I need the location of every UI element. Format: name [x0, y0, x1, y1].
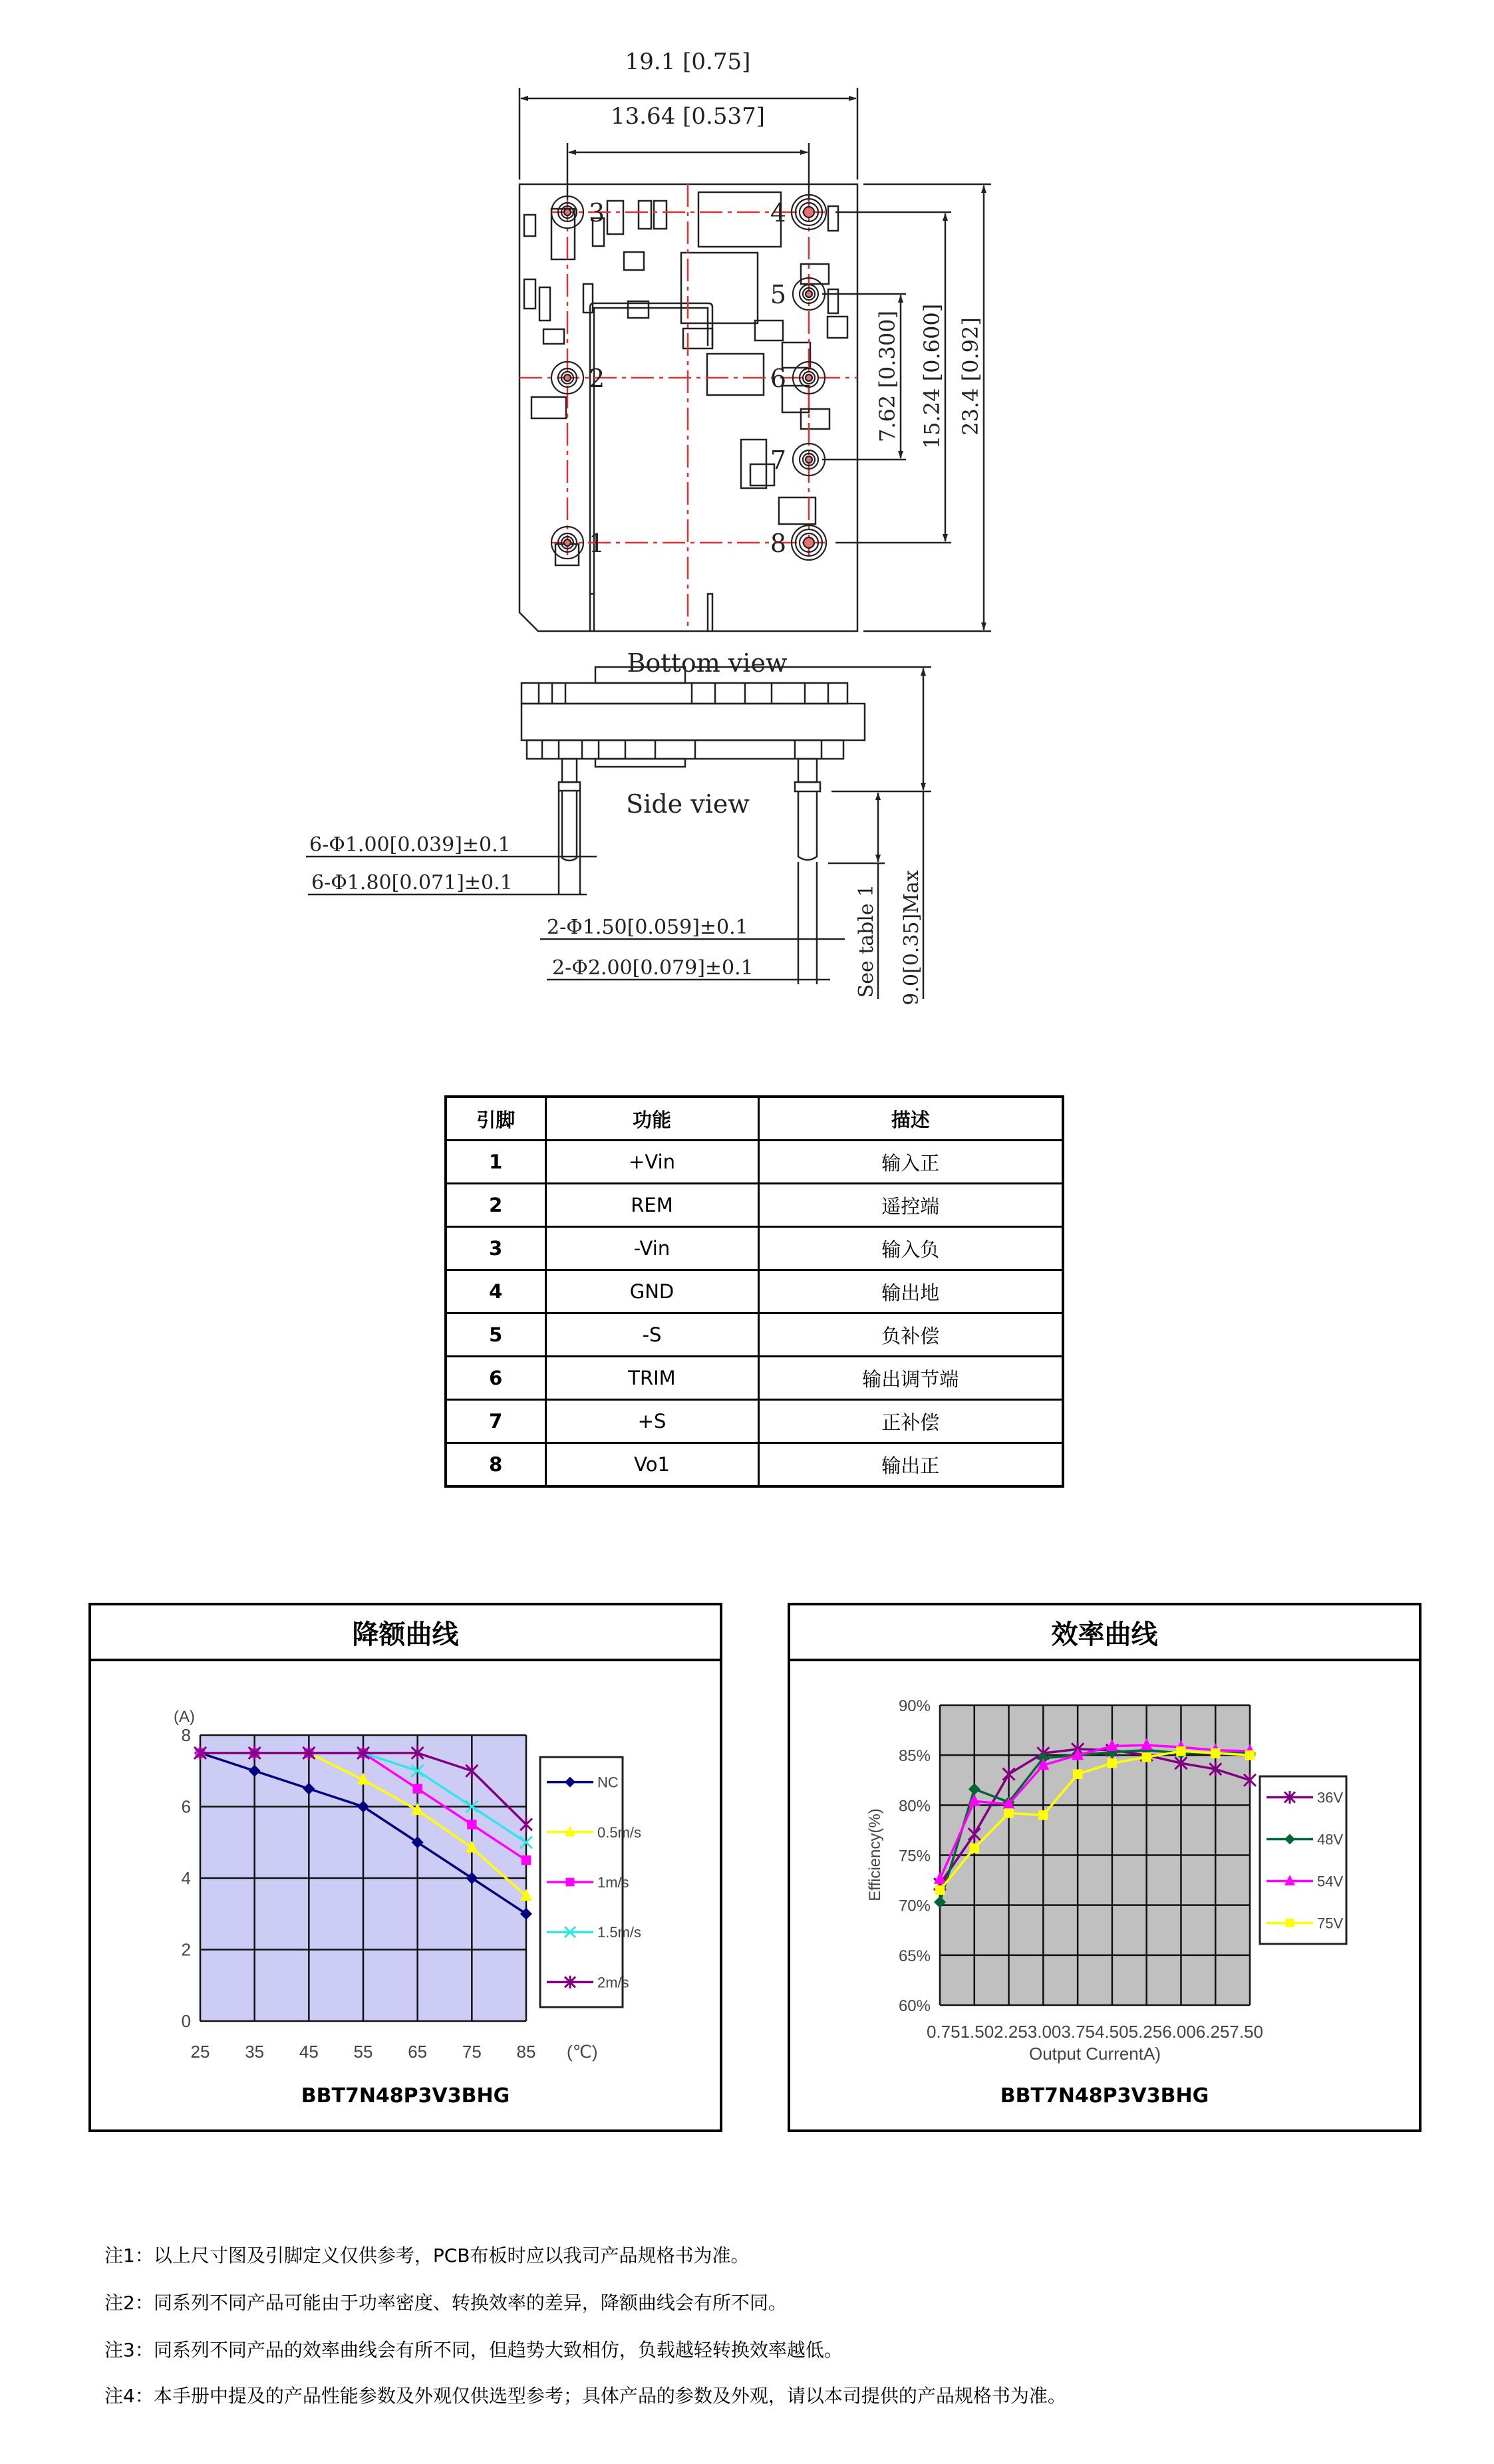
- centerlines: [520, 184, 857, 631]
- data-point: [467, 1820, 476, 1829]
- data-point: [970, 1844, 979, 1853]
- dim-pin-large-label: 2-Φ1.50[0.059]±0.1: [547, 916, 748, 939]
- pin-large-shoulder: [795, 782, 820, 791]
- derating-panel: [88, 1603, 722, 2132]
- component: [801, 264, 829, 284]
- component: [782, 342, 810, 368]
- description-cell: 输出地: [758, 1270, 1063, 1313]
- table-row: [446, 1227, 1063, 1270]
- component: [681, 253, 758, 323]
- header-description: 描述: [758, 1097, 1063, 1141]
- pcb-body: [522, 704, 865, 740]
- pin-small-lower: [562, 791, 577, 861]
- y-tick-label: 90%: [898, 1697, 931, 1715]
- x-tick-label: 25: [190, 2042, 210, 2062]
- component: [624, 252, 644, 270]
- function-cell: +Vin: [545, 1141, 758, 1184]
- pin-number: 1: [589, 529, 605, 558]
- header-function: 功能: [545, 1097, 758, 1141]
- table-row: [446, 1443, 1063, 1487]
- data-point: [1073, 1770, 1082, 1779]
- x-tick-label: 45: [299, 2042, 319, 2062]
- component: [639, 201, 651, 229]
- description-cell: 输出调节端: [758, 1357, 1063, 1400]
- component: [539, 287, 550, 321]
- x-tick-label: 85: [516, 2042, 536, 2062]
- description-cell: 输入正: [758, 1141, 1063, 1184]
- pin-number: 6: [770, 364, 786, 393]
- table-row: [446, 1184, 1063, 1227]
- bottom-view: [520, 49, 991, 678]
- dim-width-label: 19.1 [0.75]: [625, 49, 751, 75]
- table-row: [446, 1270, 1063, 1313]
- legend-label: 1m/s: [597, 1874, 629, 1891]
- component: [707, 354, 764, 395]
- derating-title: 降额曲线: [91, 1605, 720, 1661]
- function-cell: TRIM: [545, 1357, 758, 1400]
- pin-cell: 3: [446, 1227, 545, 1270]
- data-point: [1108, 1758, 1117, 1768]
- data-point: [412, 1784, 422, 1793]
- y-tick-label: 80%: [898, 1797, 931, 1816]
- data-point: [1038, 1810, 1048, 1820]
- component: [828, 206, 838, 231]
- data-point: [1211, 1748, 1220, 1758]
- pin-number: 8: [770, 529, 786, 558]
- pin-cell: 7: [446, 1400, 545, 1443]
- dim-shoulder-small-label: 6-Φ1.80[0.071]±0.1: [311, 871, 513, 894]
- top-components-band: [522, 683, 847, 704]
- x-tick-labels: 0.751.502.253.003.754.505.256.006.257.50: [926, 2022, 1264, 2042]
- y-tick-label: 60%: [898, 1997, 931, 2015]
- y-tick-label: 4: [181, 1868, 191, 1888]
- pin-5: [770, 278, 825, 310]
- component: [654, 201, 667, 229]
- pin-number: 2: [589, 364, 605, 393]
- efficiency-panel: [788, 1603, 1421, 2132]
- component: [583, 284, 593, 313]
- y-axis-title: Efficiency(%): [866, 1808, 884, 1901]
- y-tick-label: 6: [181, 1796, 191, 1817]
- y-tick-label: 2: [181, 1939, 191, 1960]
- pin-function-table: [444, 1095, 1064, 1488]
- legend: [1260, 1776, 1346, 1944]
- data-point: [935, 1885, 945, 1895]
- pin-ring: [804, 207, 814, 217]
- pin-ring: [564, 209, 571, 215]
- component: [779, 497, 816, 524]
- dim-height-label: 23.4 [0.92]: [958, 317, 983, 436]
- note-1: 注1：以上尺寸图及引脚定义仅供参考，PCB布板时应以我司产品规格书为准。: [104, 2245, 750, 2266]
- pin-number: 7: [770, 446, 786, 475]
- legend-label: 48V: [1317, 1831, 1344, 1848]
- function-cell: -S: [545, 1313, 758, 1357]
- legend: [540, 1757, 641, 2007]
- derating-chart: [91, 1605, 720, 2129]
- bottom-component: [595, 759, 685, 767]
- dim-1524-label: 15.24 [0.600]: [919, 303, 945, 450]
- dim-pin-small-label: 6-Φ1.00[0.039]±0.1: [309, 833, 511, 857]
- x-tick-label: 55: [353, 2042, 373, 2062]
- x-tick-label: 75: [462, 2042, 482, 2062]
- efficiency-title: 效率曲线: [790, 1605, 1419, 1661]
- pin-ring: [804, 537, 814, 548]
- pin-cell: 1: [446, 1141, 545, 1184]
- legend-label: 2m/s: [597, 1974, 629, 1991]
- pin-ring: [806, 456, 812, 463]
- y-tick-label: 75%: [898, 1847, 931, 1865]
- component: [828, 289, 838, 313]
- side-view-caption: Side view: [626, 789, 750, 819]
- table-row: [446, 1357, 1063, 1400]
- pin-cell: 4: [446, 1270, 545, 1313]
- legend-label: 75V: [1317, 1915, 1344, 1932]
- efficiency-model: BBT7N48P3V3BHG: [1000, 2084, 1209, 2108]
- x-axis-unit: (℃): [567, 2042, 598, 2062]
- y-tick-label: 70%: [898, 1897, 931, 1915]
- y-tick-label: 8: [181, 1725, 191, 1745]
- function-cell: GND: [545, 1270, 758, 1313]
- description-cell: 输出正: [758, 1443, 1063, 1487]
- pin-large-upper: [798, 759, 817, 782]
- component: [698, 192, 781, 247]
- pin-number: 4: [770, 198, 786, 227]
- table-row: [446, 1313, 1063, 1357]
- legend-label: 36V: [1317, 1789, 1344, 1806]
- dim-shoulder-large-label: 2-Φ2.00[0.079]±0.1: [552, 956, 754, 980]
- note-4: 注4：本手册中提及的产品性能参数及外观仅供选型参考；具体产品的参数及外观，请以本司提供的产品规格书为准。: [104, 2385, 1066, 2407]
- description-cell: 正补偿: [758, 1400, 1063, 1443]
- transformer-outline: [590, 303, 712, 631]
- component: [755, 321, 783, 341]
- pin-large-lower: [798, 791, 817, 860]
- x-tick-label: 65: [408, 2042, 428, 2062]
- table-row: [446, 1141, 1063, 1184]
- component: [524, 279, 535, 309]
- pin-ring: [806, 291, 812, 297]
- pin-number: 3: [589, 198, 605, 227]
- y-tick-label: 65%: [898, 1947, 931, 1965]
- component: [524, 215, 535, 236]
- note-2: 注2：同系列不同产品可能由于功率密度、转换效率的差异，降额曲线会有所不同。: [104, 2292, 787, 2314]
- header-pin: 引脚: [446, 1097, 545, 1141]
- function-cell: +S: [545, 1400, 758, 1443]
- data-point: [1245, 1750, 1255, 1760]
- component: [607, 201, 623, 234]
- side-view: [306, 667, 931, 1006]
- legend-label: 0.5m/s: [597, 1824, 642, 1841]
- data-point: [566, 1878, 575, 1887]
- pin-cell: 6: [446, 1357, 545, 1400]
- pin-cell: 8: [446, 1443, 545, 1487]
- pin-small-upper: [562, 759, 577, 782]
- function-cell: -Vin: [545, 1227, 758, 1270]
- pin-cell: 2: [446, 1184, 545, 1227]
- description-cell: 遥控端: [758, 1184, 1063, 1227]
- pin-small-shoulder: [559, 782, 580, 791]
- x-tick-label: 35: [245, 2042, 265, 2062]
- note-3: 注3：同系列不同产品的效率曲线会有所不同，但趋势大致相仿，负载越轻转换效率越低。: [104, 2339, 843, 2361]
- y-axis-unit: (A): [174, 1708, 195, 1726]
- data-point: [1141, 1752, 1151, 1762]
- table-row: [446, 1400, 1063, 1443]
- pin-number: 5: [770, 280, 786, 309]
- table-header-row: [446, 1097, 1063, 1141]
- legend-label: NC: [597, 1774, 619, 1791]
- bottom-components-band: [527, 740, 843, 759]
- function-cell: REM: [545, 1184, 758, 1227]
- mechanical-drawing: [0, 0, 1494, 1037]
- dim-pin-length-label: See table 1: [855, 884, 878, 998]
- data-point: [522, 1855, 531, 1865]
- data-point: [1004, 1808, 1013, 1818]
- pin-ring: [564, 539, 571, 546]
- y-tick-label: 85%: [898, 1747, 931, 1766]
- component: [543, 329, 564, 344]
- component: [531, 397, 566, 418]
- bottom-view-caption: Bottom view: [627, 648, 788, 678]
- efficiency-chart: [790, 1605, 1419, 2129]
- description-cell: 负补偿: [758, 1313, 1063, 1357]
- pin-8: [770, 525, 826, 560]
- pin-4: [770, 195, 826, 229]
- pin-ring: [806, 374, 812, 381]
- pin-cell: 5: [446, 1313, 545, 1357]
- y-tick-label: 0: [181, 2011, 191, 2031]
- dim-762-label: 7.62 [0.300]: [875, 311, 900, 442]
- data-point: [1286, 1919, 1294, 1927]
- dim-max-height-label: 9.0[0.35]Max: [900, 870, 923, 1006]
- legend-label: 54V: [1317, 1873, 1344, 1890]
- pin-ring: [564, 374, 571, 381]
- dim-pin-span-label: 13.64 [0.537]: [610, 103, 766, 130]
- legend-label: 1.5m/s: [597, 1924, 642, 1941]
- derating-model: BBT7N48P3V3BHG: [301, 2084, 510, 2108]
- function-cell: Vo1: [545, 1443, 758, 1487]
- component: [827, 317, 847, 338]
- pin-7: [770, 444, 825, 476]
- data-point: [1176, 1746, 1185, 1756]
- description-cell: 输入负: [758, 1227, 1063, 1270]
- x-axis-title: Output CurrentA): [1029, 2044, 1161, 2064]
